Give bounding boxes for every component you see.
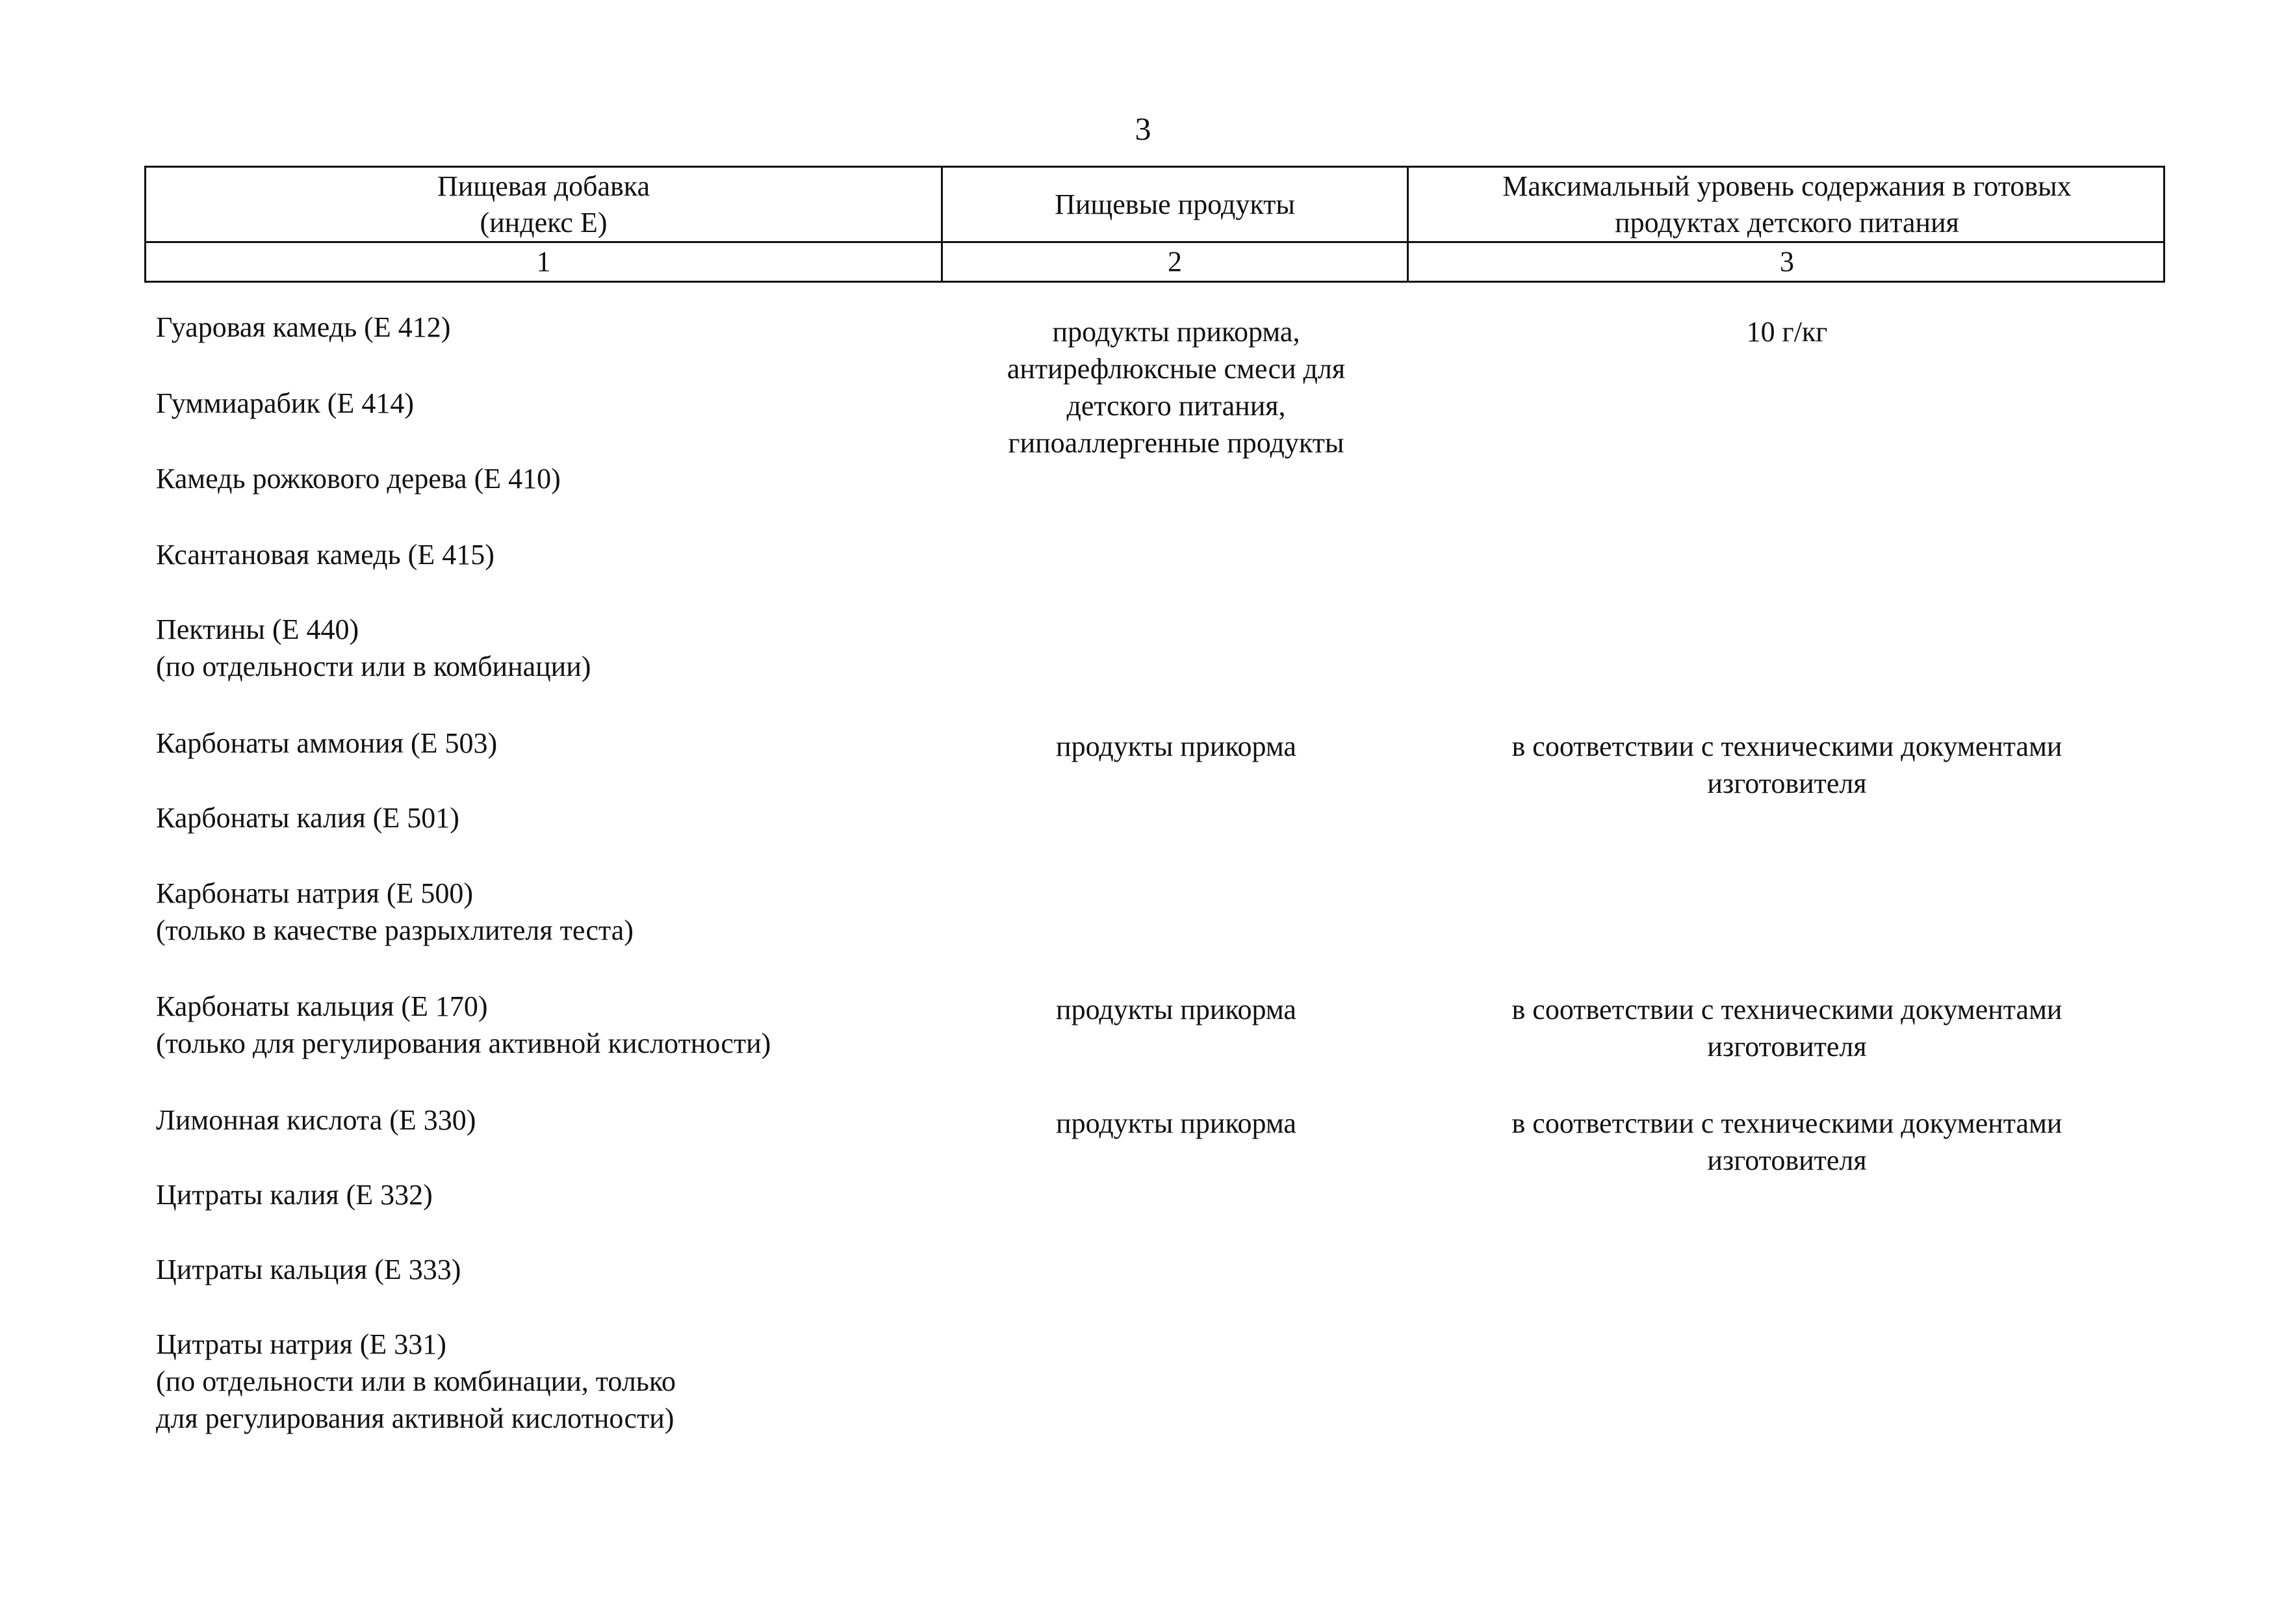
additive-name: Гуаровая камедь (Е 412) — [156, 311, 451, 343]
additive-name: Карбонаты натрия (Е 500) (только в качестве разрыхлителя теста) — [156, 877, 634, 946]
max-level: в соответствии с техническими документами изготовителя — [1511, 994, 2062, 1063]
additive-name: Цитраты натрия (Е 331) (по отдельности или в комбинации, только для регулирования активной кислотности) — [156, 1328, 676, 1434]
max-level: 10 г/кг — [1746, 316, 1828, 348]
additive-name: Камедь рожкового дерева (Е 410) — [156, 463, 561, 495]
header-products: Пищевые продукты — [1055, 188, 1295, 220]
column-number-1: 1 — [536, 246, 551, 277]
table-header — [144, 166, 2165, 283]
header-max-level: Максимальный уровень содержания в готовых продуктах детского питания — [1502, 170, 2072, 238]
food-products: продукты прикорма — [1056, 730, 1296, 762]
food-products: продукты прикорма — [1056, 994, 1296, 1025]
additive-name: Карбонаты кальция (Е 170) (только для регулирования активной кислотности) — [156, 990, 771, 1059]
food-products: продукты прикорма — [1056, 1107, 1296, 1139]
additive-name: Ксантановая камедь (Е 415) — [156, 539, 494, 571]
additive-name: Пектины (Е 440) (по отдельности или в комбинации) — [156, 613, 591, 682]
page-number: 3 — [1135, 110, 1151, 147]
column-number-3: 3 — [1780, 246, 1794, 277]
header-additive: Пищевая добавка (индекс Е) — [437, 170, 650, 238]
additive-name: Лимонная кислота (Е 330) — [156, 1104, 476, 1136]
column-number-2: 2 — [1168, 246, 1182, 277]
max-level: в соответствии с техническими документами изготовителя — [1511, 1107, 2062, 1176]
max-level: в соответствии с техническими документами изготовителя — [1511, 730, 2062, 799]
additive-name: Гуммиарабик (Е 414) — [156, 387, 414, 419]
food-products: продукты прикорма, антирефлюксные смеси для детского питания, гипоаллергенные продукты — [1007, 316, 1346, 459]
additive-name: Карбонаты аммония (Е 503) — [156, 727, 498, 759]
additive-name: Карбонаты калия (Е 501) — [156, 802, 459, 834]
additive-name: Цитраты кальция (Е 333) — [156, 1254, 461, 1285]
additive-name: Цитраты калия (Е 332) — [156, 1179, 433, 1211]
